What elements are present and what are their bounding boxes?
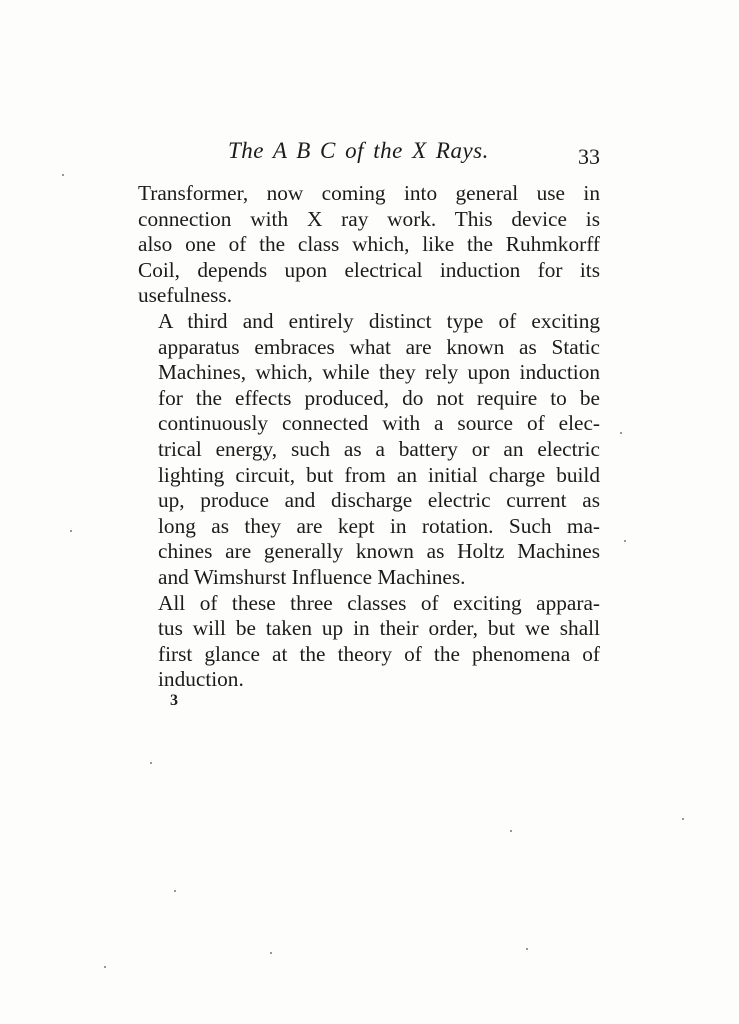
text-line: trical energy, such as a battery or an electric <box>158 436 600 461</box>
running-title: The A B C of the X Rays. <box>228 138 489 163</box>
scan-speck <box>682 818 684 820</box>
scan-speck <box>270 952 272 954</box>
scan-speck <box>620 432 622 434</box>
text-line: for the effects produced, do not require to be <box>158 385 600 410</box>
text-line: Machines, which, while they rely upon induction <box>158 360 600 385</box>
page-number: 33 <box>578 144 600 169</box>
scan-speck <box>174 890 176 892</box>
text-line: long as they are kept in rotation. Such ma- <box>158 513 600 538</box>
body-text <box>138 181 600 693</box>
text-line: also one of the class which, like the Ruhmkorff <box>138 232 600 257</box>
text-line: up, produce and discharge electric current as <box>158 488 600 513</box>
text-line: apparatus embraces what are known as Static <box>158 334 600 359</box>
paragraph-3 <box>138 591 600 693</box>
paragraph-1 <box>138 181 600 309</box>
text-line: Coil, depends upon electrical induction for its <box>138 257 600 282</box>
paragraph-2 <box>138 309 600 591</box>
scan-speck <box>526 948 528 950</box>
scan-speck <box>104 966 106 968</box>
scan-speck <box>62 174 64 176</box>
scan-speck <box>624 540 626 542</box>
text-line: first glance at the theory of the phenomena of <box>158 641 600 666</box>
text-line: chines are generally known as Holtz Machines <box>158 539 600 564</box>
text-line: and Wimshurst Influence Machines. <box>158 564 466 589</box>
running-head <box>138 138 600 170</box>
text-line: lighting circuit, but from an initial charge build <box>158 462 600 487</box>
text-line: induction. <box>158 667 244 692</box>
scan-speck <box>150 762 152 764</box>
scan-speck <box>510 830 512 832</box>
text-line: tus will be taken up in their order, but we shall <box>158 616 600 641</box>
text-line: connection with X ray work. This device is <box>138 206 600 231</box>
text-line: continuously connected with a source of elec- <box>158 411 600 436</box>
text-line: All of these three classes of exciting appara- <box>158 590 600 615</box>
text-line: Transformer, now coming into general use in <box>138 181 600 205</box>
text-line: A third and entirely distinct type of exciting <box>158 308 600 333</box>
scan-speck <box>70 530 72 532</box>
signature-mark: 3 <box>170 692 178 709</box>
text-line: usefulness. <box>138 283 233 308</box>
